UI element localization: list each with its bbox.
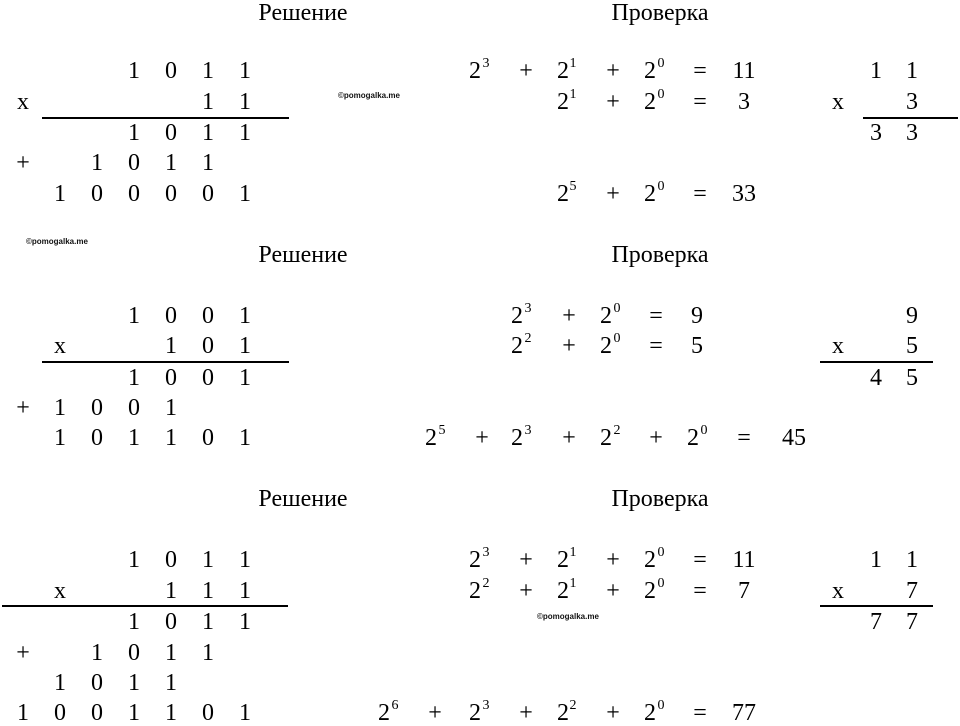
decimal-value: 5 — [691, 333, 703, 359]
multiplicand-digit: 1 — [239, 58, 251, 84]
power-exponent: 0 — [657, 87, 665, 102]
partial-product-digit: 1 — [165, 150, 177, 176]
equals-sign: = — [649, 303, 663, 329]
partial-product-digit: 1 — [128, 670, 140, 696]
multiply-sign: x — [832, 89, 844, 115]
power-base: 2 — [557, 89, 569, 115]
multiply-sign: x — [54, 578, 66, 604]
decimal-result-digit: 3 — [906, 120, 918, 146]
power-exponent: 5 — [438, 423, 446, 438]
power-exponent: 1 — [569, 87, 577, 102]
decimal-value: 9 — [691, 303, 703, 329]
equals-sign: = — [649, 333, 663, 359]
multiplier-digit: 1 — [165, 578, 177, 604]
power-base: 2 — [687, 425, 699, 451]
partial-product-digit: 1 — [128, 365, 140, 391]
partial-product-digit: 1 — [128, 609, 140, 635]
multiplicand-digit: 1 — [239, 303, 251, 329]
partial-product-digit: 1 — [239, 365, 251, 391]
power-base: 2 — [557, 547, 569, 573]
partial-product-digit: 1 — [239, 120, 251, 146]
multiply-sign: x — [54, 333, 66, 359]
multiplication-rule — [42, 117, 289, 119]
plus-sign: + — [475, 425, 489, 451]
result-digit: 0 — [128, 181, 140, 207]
equals-sign: = — [693, 700, 707, 726]
multiplicand-digit: 1 — [202, 58, 214, 84]
multiplicand-digit: 0 — [202, 303, 214, 329]
watermark: ©pomogalka.me — [338, 91, 400, 100]
equals-sign: = — [693, 578, 707, 604]
equals-sign: = — [693, 58, 707, 84]
partial-product-digit: 0 — [202, 365, 214, 391]
partial-product-digit: 1 — [202, 150, 214, 176]
partial-product-digit: 0 — [128, 640, 140, 666]
decimal-digit: 7 — [906, 578, 918, 604]
power-exponent: 3 — [524, 423, 532, 438]
plus-sign: + — [562, 333, 576, 359]
power-exponent: 2 — [613, 423, 621, 438]
multiply-sign: x — [832, 578, 844, 604]
result-digit: 1 — [165, 425, 177, 451]
decimal-result-digit: 4 — [870, 365, 882, 391]
power-base: 2 — [600, 333, 612, 359]
partial-product-digit: 0 — [128, 150, 140, 176]
power-exponent: 0 — [657, 576, 665, 591]
result-digit: 1 — [128, 700, 140, 726]
result-digit: 0 — [202, 700, 214, 726]
multiplicand-digit: 1 — [128, 58, 140, 84]
multiply-sign: x — [832, 333, 844, 359]
partial-product-digit: 1 — [202, 120, 214, 146]
multiplicand-digit: 1 — [202, 547, 214, 573]
partial-product-digit: 0 — [165, 120, 177, 146]
decimal-value: 33 — [732, 181, 756, 207]
result-digit: 1 — [239, 425, 251, 451]
equals-sign: = — [693, 181, 707, 207]
power-base: 2 — [644, 58, 656, 84]
result-digit: 1 — [54, 425, 66, 451]
power-base: 2 — [600, 303, 612, 329]
plus-sign: + — [519, 58, 533, 84]
power-base: 2 — [469, 700, 481, 726]
multiplier-digit: 1 — [239, 578, 251, 604]
power-base: 2 — [469, 547, 481, 573]
multiplication-rule — [2, 605, 288, 607]
decimal-rule — [820, 605, 933, 607]
plus-sign: + — [519, 578, 533, 604]
partial-product-digit: 1 — [128, 120, 140, 146]
plus-sign: + — [606, 547, 620, 573]
partial-product-digit: 0 — [91, 670, 103, 696]
power-exponent: 0 — [613, 301, 621, 316]
power-base: 2 — [557, 181, 569, 207]
power-exponent: 3 — [482, 698, 490, 713]
decimal-result-digit: 7 — [870, 609, 882, 635]
result-digit: 0 — [91, 181, 103, 207]
plus-sign: + — [606, 89, 620, 115]
result-digit: 1 — [17, 700, 29, 726]
decimal-value: 45 — [782, 425, 806, 451]
solution-title: Решение — [258, 486, 348, 512]
partial-product-digit: 1 — [54, 670, 66, 696]
power-exponent: 6 — [391, 698, 399, 713]
watermark: ©pomogalka.me — [26, 237, 88, 246]
multiplicand-digit: 1 — [128, 547, 140, 573]
decimal-value: 3 — [738, 89, 750, 115]
power-exponent: 3 — [524, 301, 532, 316]
power-base: 2 — [644, 700, 656, 726]
equals-sign: = — [693, 547, 707, 573]
plus-sign: + — [519, 547, 533, 573]
multiplier-digit: 1 — [202, 89, 214, 115]
power-base: 2 — [557, 578, 569, 604]
power-exponent: 3 — [482, 545, 490, 560]
power-base: 2 — [469, 58, 481, 84]
result-digit: 1 — [239, 181, 251, 207]
plus-sign: + — [519, 700, 533, 726]
plus-sign: + — [606, 700, 620, 726]
power-exponent: 5 — [569, 179, 577, 194]
plus-sign: + — [428, 700, 442, 726]
multiplicand-digit: 0 — [165, 303, 177, 329]
decimal-result-digit: 3 — [870, 120, 882, 146]
power-base: 2 — [511, 303, 523, 329]
power-base: 2 — [644, 578, 656, 604]
result-digit: 1 — [128, 425, 140, 451]
check-title: Проверка — [611, 0, 709, 26]
power-exponent: 2 — [482, 576, 490, 591]
check-title: Проверка — [611, 486, 709, 512]
power-base: 2 — [469, 578, 481, 604]
multiplication-rule — [42, 361, 289, 363]
partial-product-digit: 0 — [91, 395, 103, 421]
power-exponent: 0 — [657, 698, 665, 713]
power-exponent: 1 — [569, 56, 577, 71]
partial-product-digit: 0 — [128, 395, 140, 421]
plus-sign: + — [562, 303, 576, 329]
multiplier-digit: 1 — [239, 89, 251, 115]
result-digit: 1 — [54, 181, 66, 207]
equals-sign: = — [737, 425, 751, 451]
result-digit: 0 — [202, 181, 214, 207]
power-exponent: 0 — [657, 545, 665, 560]
decimal-digit: 1 — [906, 58, 918, 84]
power-exponent: 2 — [524, 331, 532, 346]
plus-sign: + — [606, 58, 620, 84]
power-exponent: 1 — [569, 545, 577, 560]
decimal-digit: 9 — [906, 303, 918, 329]
partial-product-digit: 1 — [54, 395, 66, 421]
plus-sign: + — [16, 395, 30, 421]
multiplicand-digit: 1 — [128, 303, 140, 329]
result-digit: 0 — [91, 425, 103, 451]
decimal-digit: 3 — [906, 89, 918, 115]
plus-sign: + — [562, 425, 576, 451]
partial-product-digit: 1 — [165, 395, 177, 421]
power-exponent: 0 — [657, 179, 665, 194]
check-title: Проверка — [611, 242, 709, 268]
power-base: 2 — [644, 89, 656, 115]
partial-product-digit: 0 — [165, 609, 177, 635]
plus-sign: + — [16, 640, 30, 666]
power-base: 2 — [378, 700, 390, 726]
partial-product-digit: 1 — [91, 640, 103, 666]
decimal-digit: 1 — [906, 547, 918, 573]
plus-sign: + — [606, 578, 620, 604]
power-base: 2 — [557, 58, 569, 84]
decimal-digit: 1 — [870, 58, 882, 84]
power-base: 2 — [644, 547, 656, 573]
partial-product-digit: 1 — [202, 609, 214, 635]
power-exponent: 0 — [613, 331, 621, 346]
result-digit: 1 — [239, 700, 251, 726]
power-base: 2 — [600, 425, 612, 451]
watermark: ©pomogalka.me — [537, 612, 599, 621]
multiplier-digit: 1 — [202, 578, 214, 604]
plus-sign: + — [16, 150, 30, 176]
multiply-sign: x — [17, 89, 29, 115]
partial-product-digit: 1 — [165, 670, 177, 696]
multiplier-digit: 1 — [239, 333, 251, 359]
multiplicand-digit: 0 — [165, 547, 177, 573]
multiplier-digit: 1 — [165, 333, 177, 359]
power-exponent: 1 — [569, 576, 577, 591]
partial-product-digit: 1 — [202, 640, 214, 666]
decimal-result-digit: 7 — [906, 609, 918, 635]
power-exponent: 0 — [657, 56, 665, 71]
solution-title: Решение — [258, 242, 348, 268]
plus-sign: + — [606, 181, 620, 207]
decimal-value: 7 — [738, 578, 750, 604]
plus-sign: + — [649, 425, 663, 451]
result-digit: 0 — [91, 700, 103, 726]
solution-title: Решение — [258, 0, 348, 26]
decimal-rule — [820, 361, 933, 363]
decimal-digit: 1 — [870, 547, 882, 573]
equals-sign: = — [693, 89, 707, 115]
power-base: 2 — [425, 425, 437, 451]
partial-product-digit: 1 — [91, 150, 103, 176]
multiplicand-digit: 0 — [165, 58, 177, 84]
power-base: 2 — [511, 425, 523, 451]
decimal-value: 77 — [732, 700, 756, 726]
power-base: 2 — [644, 181, 656, 207]
power-exponent: 3 — [482, 56, 490, 71]
result-digit: 0 — [165, 181, 177, 207]
power-base: 2 — [511, 333, 523, 359]
decimal-digit: 5 — [906, 333, 918, 359]
decimal-result-digit: 5 — [906, 365, 918, 391]
partial-product-digit: 0 — [165, 365, 177, 391]
multiplicand-digit: 1 — [239, 547, 251, 573]
partial-product-digit: 1 — [239, 609, 251, 635]
decimal-value: 11 — [732, 547, 756, 573]
decimal-rule — [863, 117, 958, 119]
result-digit: 0 — [202, 425, 214, 451]
result-digit: 1 — [165, 700, 177, 726]
result-digit: 0 — [54, 700, 66, 726]
power-exponent: 0 — [700, 423, 708, 438]
partial-product-digit: 1 — [165, 640, 177, 666]
power-exponent: 2 — [569, 698, 577, 713]
multiplier-digit: 0 — [202, 333, 214, 359]
power-base: 2 — [557, 700, 569, 726]
decimal-value: 11 — [732, 58, 756, 84]
